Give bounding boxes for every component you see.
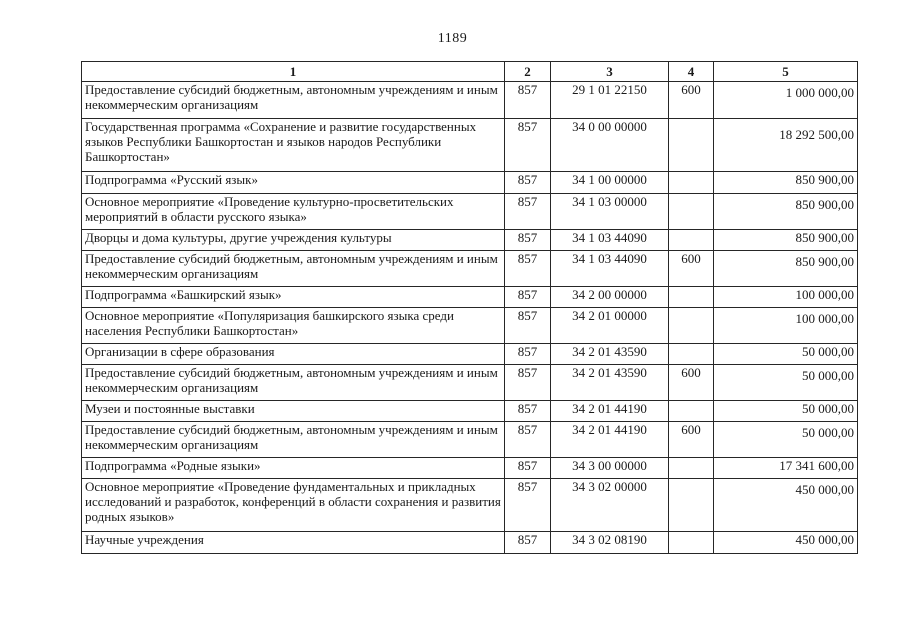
row-ministry-code: 857 <box>505 532 551 554</box>
row-amount: 50 000,00 <box>714 422 858 458</box>
row-expense-type <box>669 401 714 422</box>
row-target-article: 34 2 01 00000 <box>551 308 669 344</box>
row-ministry-code: 857 <box>505 308 551 344</box>
table-row <box>82 230 858 251</box>
row-amount: 100 000,00 <box>714 308 858 344</box>
table-row <box>82 194 858 230</box>
column-header: 2 <box>505 62 551 82</box>
row-name: Подпрограмма «Русский язык» <box>82 172 505 194</box>
row-name: Предоставление субсидий бюджетным, автономным учреждениям и иным некоммерческим организациям <box>82 82 505 119</box>
row-expense-type: 600 <box>669 365 714 401</box>
column-header: 3 <box>551 62 669 82</box>
row-amount: 850 900,00 <box>714 172 858 194</box>
row-expense-type <box>669 230 714 251</box>
table-row <box>82 365 858 401</box>
row-ministry-code: 857 <box>505 458 551 479</box>
column-header: 1 <box>82 62 505 82</box>
table-row <box>82 119 858 172</box>
row-expense-type: 600 <box>669 82 714 119</box>
row-expense-type <box>669 479 714 532</box>
row-name: Предоставление субсидий бюджетным, автономным учреждениям и иным некоммерческим организациям <box>82 251 505 287</box>
table-row <box>82 479 858 532</box>
row-name: Научные учреждения <box>82 532 505 554</box>
row-expense-type <box>669 119 714 172</box>
row-ministry-code: 857 <box>505 194 551 230</box>
row-target-article: 34 3 00 00000 <box>551 458 669 479</box>
row-target-article: 34 2 01 44190 <box>551 401 669 422</box>
row-name: Музеи и постоянные выставки <box>82 401 505 422</box>
row-name: Организации в сфере образования <box>82 344 505 365</box>
row-ministry-code: 857 <box>505 230 551 251</box>
row-ministry-code: 857 <box>505 479 551 532</box>
row-expense-type <box>669 308 714 344</box>
row-target-article: 34 2 01 44190 <box>551 422 669 458</box>
row-amount: 50 000,00 <box>714 344 858 365</box>
row-ministry-code: 857 <box>505 82 551 119</box>
row-ministry-code: 857 <box>505 401 551 422</box>
row-expense-type <box>669 344 714 365</box>
table-row <box>82 532 858 554</box>
row-amount: 1 000 000,00 <box>714 82 858 119</box>
row-amount: 50 000,00 <box>714 365 858 401</box>
row-amount: 850 900,00 <box>714 251 858 287</box>
row-target-article: 34 2 00 00000 <box>551 287 669 308</box>
row-name: Основное мероприятие «Проведение культурно-просветительских мероприятий в области русского языка» <box>82 194 505 230</box>
row-name: Дворцы и дома культуры, другие учреждения культуры <box>82 230 505 251</box>
row-target-article: 34 1 03 44090 <box>551 251 669 287</box>
row-amount: 450 000,00 <box>714 532 858 554</box>
row-target-article: 34 1 03 00000 <box>551 194 669 230</box>
row-amount: 17 341 600,00 <box>714 458 858 479</box>
column-header: 5 <box>714 62 858 82</box>
row-amount: 50 000,00 <box>714 401 858 422</box>
page-number: 1189 <box>437 31 468 46</box>
row-target-article: 34 3 02 08190 <box>551 532 669 554</box>
table-row <box>82 308 858 344</box>
row-name: Предоставление субсидий бюджетным, автономным учреждениям и иным некоммерческим организациям <box>82 422 505 458</box>
row-name: Подпрограмма «Родные языки» <box>82 458 505 479</box>
row-target-article: 34 0 00 00000 <box>551 119 669 172</box>
table-row <box>82 82 858 119</box>
table-row <box>82 172 858 194</box>
budget-table <box>81 61 858 554</box>
row-expense-type <box>669 194 714 230</box>
row-amount: 450 000,00 <box>714 479 858 532</box>
row-name: Подпрограмма «Башкирский язык» <box>82 287 505 308</box>
table-row <box>82 344 858 365</box>
row-name: Основное мероприятие «Проведение фундаментальных и прикладных исследований и разработок, конференций в области сохранения и развития родных языков» <box>82 479 505 532</box>
row-amount: 100 000,00 <box>714 287 858 308</box>
row-amount: 850 900,00 <box>714 194 858 230</box>
column-header: 4 <box>669 62 714 82</box>
table-row <box>82 251 858 287</box>
row-expense-type <box>669 287 714 308</box>
row-ministry-code: 857 <box>505 172 551 194</box>
table-row <box>82 401 858 422</box>
table-row <box>82 287 858 308</box>
row-target-article: 34 2 01 43590 <box>551 344 669 365</box>
row-target-article: 34 1 03 44090 <box>551 230 669 251</box>
row-target-article: 34 2 01 43590 <box>551 365 669 401</box>
row-ministry-code: 857 <box>505 344 551 365</box>
table-row <box>82 458 858 479</box>
row-target-article: 29 1 01 22150 <box>551 82 669 119</box>
row-expense-type <box>669 532 714 554</box>
row-expense-type <box>669 172 714 194</box>
row-ministry-code: 857 <box>505 119 551 172</box>
row-name: Государственная программа «Сохранение и развитие государственных языков Республики Башкортостан и языков народов Республики Башкортостан» <box>82 119 505 172</box>
row-ministry-code: 857 <box>505 422 551 458</box>
table-header-row <box>82 62 858 82</box>
row-expense-type: 600 <box>669 251 714 287</box>
row-name: Основное мероприятие «Популяризация башкирского языка среди населения Республики Башкортостан» <box>82 308 505 344</box>
row-amount: 850 900,00 <box>714 230 858 251</box>
row-target-article: 34 1 00 00000 <box>551 172 669 194</box>
row-name: Предоставление субсидий бюджетным, автономным учреждениям и иным некоммерческим организациям <box>82 365 505 401</box>
row-ministry-code: 857 <box>505 365 551 401</box>
row-ministry-code: 857 <box>505 287 551 308</box>
row-expense-type: 600 <box>669 422 714 458</box>
table-row <box>82 422 858 458</box>
row-ministry-code: 857 <box>505 251 551 287</box>
row-target-article: 34 3 02 00000 <box>551 479 669 532</box>
row-expense-type <box>669 458 714 479</box>
row-amount: 18 292 500,00 <box>714 119 858 172</box>
